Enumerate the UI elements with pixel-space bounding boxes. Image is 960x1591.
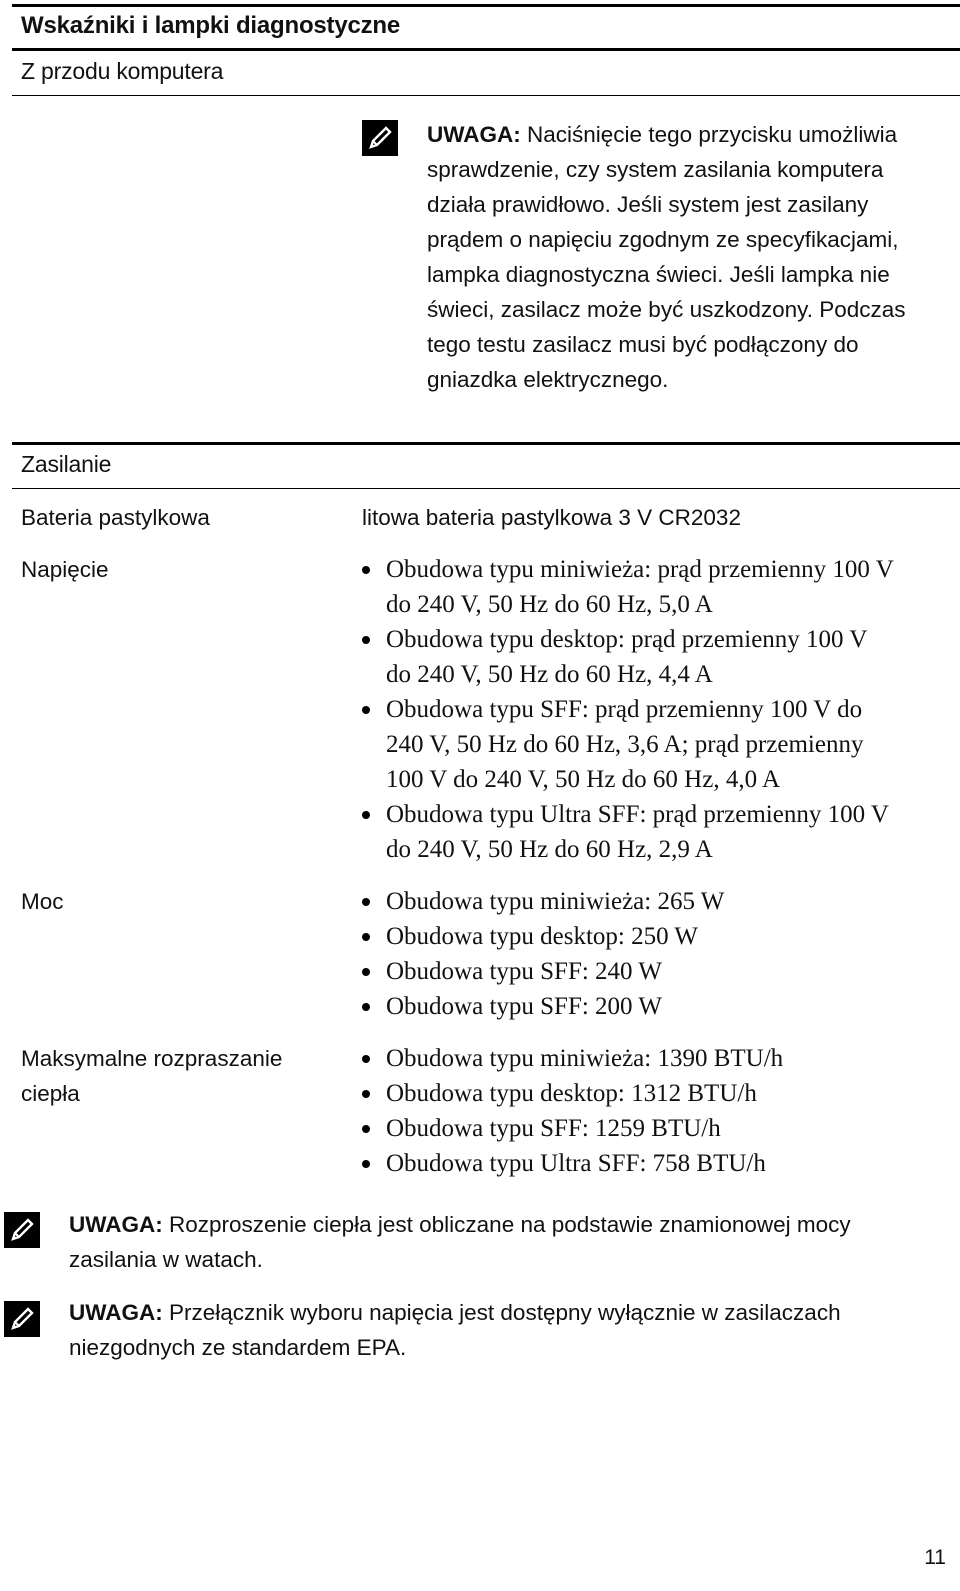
list-item: Obudowa typu SFF: 200 W	[360, 989, 724, 1024]
heat-list	[360, 1041, 783, 1181]
coin-cell-label: Bateria pastylkowa	[21, 505, 210, 530]
subsection-rule	[12, 95, 960, 96]
note-front-label: UWAGA:	[427, 122, 521, 147]
heat-label-line: Maksymalne rozpraszanie	[21, 1046, 283, 1071]
note-switch-line: niezgodnych ze standardem EPA.	[69, 1335, 407, 1360]
power-title: Zasilanie	[21, 451, 112, 477]
list-item-line: 240 V, 50 Hz do 60 Hz, 3,6 A; prąd przemienny	[386, 731, 864, 758]
list-item-line: do 240 V, 50 Hz do 60 Hz, 5,0 A	[386, 591, 713, 618]
note-front-line: gniazdka elektrycznego.	[427, 367, 669, 392]
note-switch-line: Przełącznik wyboru napięcia jest dostępny wyłącznie w zasilaczach	[169, 1300, 841, 1325]
list-item	[360, 552, 894, 622]
list-item: Obudowa typu desktop: 250 W	[360, 919, 724, 954]
section-title: Wskaźniki i lampki diagnostyczne	[21, 12, 401, 39]
note-front-line: tego testu zasilacz musi być podłączony do	[427, 332, 859, 357]
power-rule	[12, 442, 960, 445]
note-heat	[69, 1207, 851, 1277]
coin-cell-value: litowa bateria pastylkowa 3 V CR2032	[362, 505, 741, 530]
heat-label-line: ciepła	[21, 1081, 80, 1106]
note-heat-line: Rozproszenie ciepła jest obliczane na podstawie znamionowej mocy	[169, 1212, 851, 1237]
list-item: Obudowa typu desktop: 1312 BTU/h	[360, 1076, 783, 1111]
power-subrule	[12, 488, 960, 489]
list-item-line: Obudowa typu desktop: prąd przemienny 100 V	[386, 626, 868, 653]
note-front	[427, 117, 906, 397]
note-front-line: sprawdzenie, czy system zasilania komputera	[427, 157, 884, 182]
subsection-title: Z przodu komputera	[21, 58, 224, 84]
note-switch	[69, 1295, 841, 1365]
list-item	[360, 797, 894, 867]
list-item-line: do 240 V, 50 Hz do 60 Hz, 2,9 A	[386, 836, 713, 863]
list-item-line: Obudowa typu miniwieża: prąd przemienny 100 V	[386, 556, 894, 583]
list-item: Obudowa typu Ultra SFF: 758 BTU/h	[360, 1146, 783, 1181]
note-switch-label: UWAGA:	[69, 1300, 163, 1325]
list-item	[360, 622, 894, 692]
list-item: Obudowa typu SFF: 240 W	[360, 954, 724, 989]
list-item-line: Obudowa typu Ultra SFF: prąd przemienny 100 V	[386, 801, 889, 828]
note-front-line: lampka diagnostyczna świeci. Jeśli lampka nie	[427, 262, 890, 287]
section-rule	[12, 48, 960, 51]
list-item-line: do 240 V, 50 Hz do 60 Hz, 4,4 A	[386, 661, 713, 688]
note-front-line: prądem o napięciu zgodnym ze specyfikacjami,	[427, 227, 899, 252]
list-item: Obudowa typu miniwieża: 265 W	[360, 884, 724, 919]
wattage-label: Moc	[21, 889, 64, 914]
page-number: 11	[924, 1546, 946, 1569]
note-front-line: świeci, zasilacz może być uszkodzony. Podczas	[427, 297, 906, 322]
pencil-note-icon	[4, 1212, 40, 1248]
wattage-list	[360, 884, 724, 1024]
note-front-line: Naciśnięcie tego przycisku umożliwia	[527, 122, 898, 147]
voltage-list	[360, 552, 894, 867]
list-item: Obudowa typu SFF: 1259 BTU/h	[360, 1111, 783, 1146]
heat-label	[21, 1041, 282, 1111]
top-rule	[12, 4, 960, 7]
note-front-line: działa prawidłowo. Jeśli system jest zasilany	[427, 192, 869, 217]
voltage-label: Napięcie	[21, 557, 109, 582]
list-item	[360, 692, 894, 797]
note-heat-label: UWAGA:	[69, 1212, 163, 1237]
list-item-line: 100 V do 240 V, 50 Hz do 60 Hz, 4,0 A	[386, 766, 781, 793]
list-item-line: Obudowa typu SFF: prąd przemienny 100 V do	[386, 696, 863, 723]
pencil-note-icon	[362, 120, 398, 156]
note-heat-line: zasilania w watach.	[69, 1247, 263, 1272]
pencil-note-icon	[4, 1301, 40, 1337]
list-item: Obudowa typu miniwieża: 1390 BTU/h	[360, 1041, 783, 1076]
